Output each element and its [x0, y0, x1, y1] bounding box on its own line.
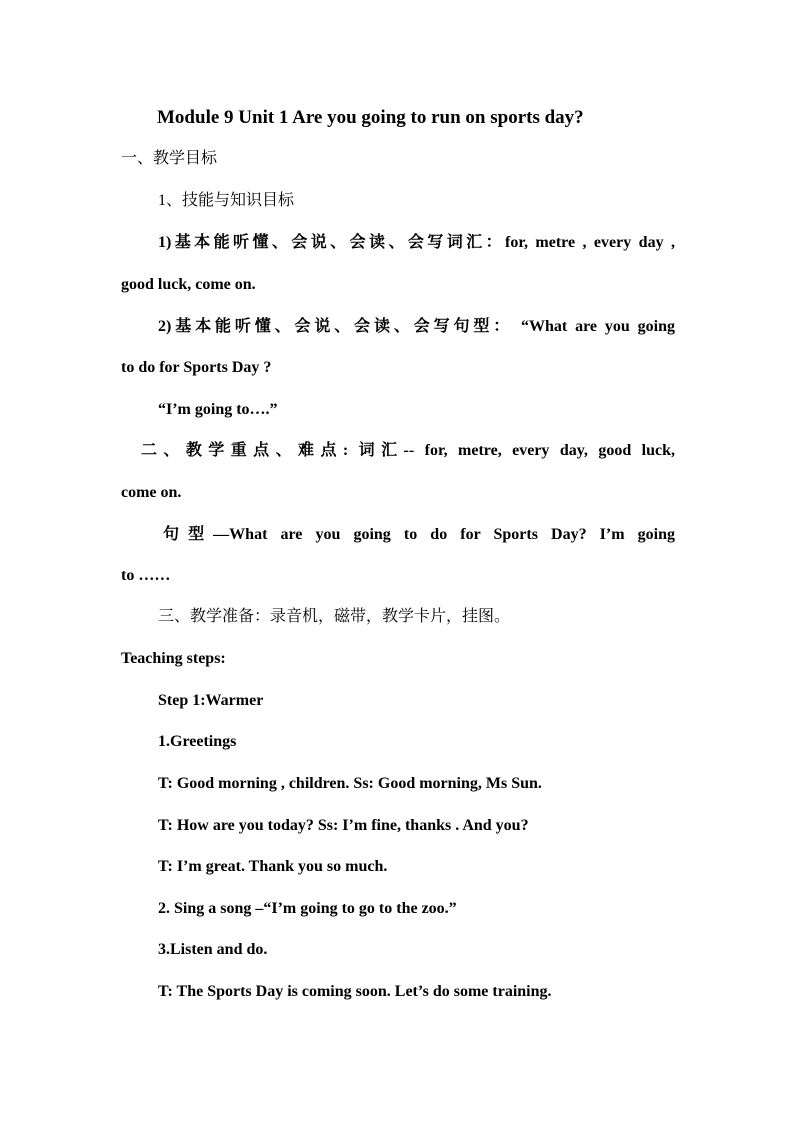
- dialog-line-4: T: The Sports Day is coming soon. Let’s do some training.: [158, 983, 552, 1000]
- document-title: Module 9 Unit 1 Are you going to run on sports day?: [157, 107, 584, 128]
- greetings-item: 1.Greetings: [158, 733, 237, 750]
- sentence-objective-line-1: 2)基本能听懂、会说、会读、会写句型： “What are you going: [158, 318, 675, 335]
- key-points-line-1: 二、教学重点、难点: 词汇-- for, metre, every day, good luck,: [141, 442, 675, 459]
- dialog-line-1: T: Good morning , children. Ss: Good morning, Ms Sun.: [158, 775, 542, 792]
- subheading-skills-knowledge: 1、技能与知识目标: [158, 192, 295, 209]
- section-heading-preparation: 三、教学准备：录音机，磁带，教学卡片，挂图。: [158, 608, 511, 625]
- song-item: 2. Sing a song –“I’m going to go to the zoo.”: [158, 900, 457, 917]
- vocab-objective-line-2: good luck, come on.: [121, 276, 256, 293]
- key-points-line-2: come on.: [121, 484, 182, 501]
- sentence-objective-line-2: to do for Sports Day ?: [121, 359, 272, 376]
- dialog-line-2: T: How are you today? Ss: I’m fine, thanks . And you?: [158, 817, 529, 834]
- sentence-pattern-line-2: to ……: [121, 567, 171, 584]
- sentence-pattern-line-1: 句型—What are you going to do for Sports Day? I’m going: [163, 526, 675, 543]
- section-heading-objectives: 一、教学目标: [121, 150, 218, 167]
- vocab-objective-line-1: 1)基本能听懂、会说、会读、会写词汇：for, metre , every day ,: [158, 234, 675, 251]
- listen-item: 3.Listen and do.: [158, 941, 268, 958]
- dialog-line-3: T: I’m great. Thank you so much.: [158, 858, 388, 875]
- sentence-objective-line-3: “I’m going to….”: [158, 401, 278, 418]
- step-1-heading: Step 1:Warmer: [158, 692, 264, 709]
- teaching-steps-heading: Teaching steps:: [121, 650, 226, 667]
